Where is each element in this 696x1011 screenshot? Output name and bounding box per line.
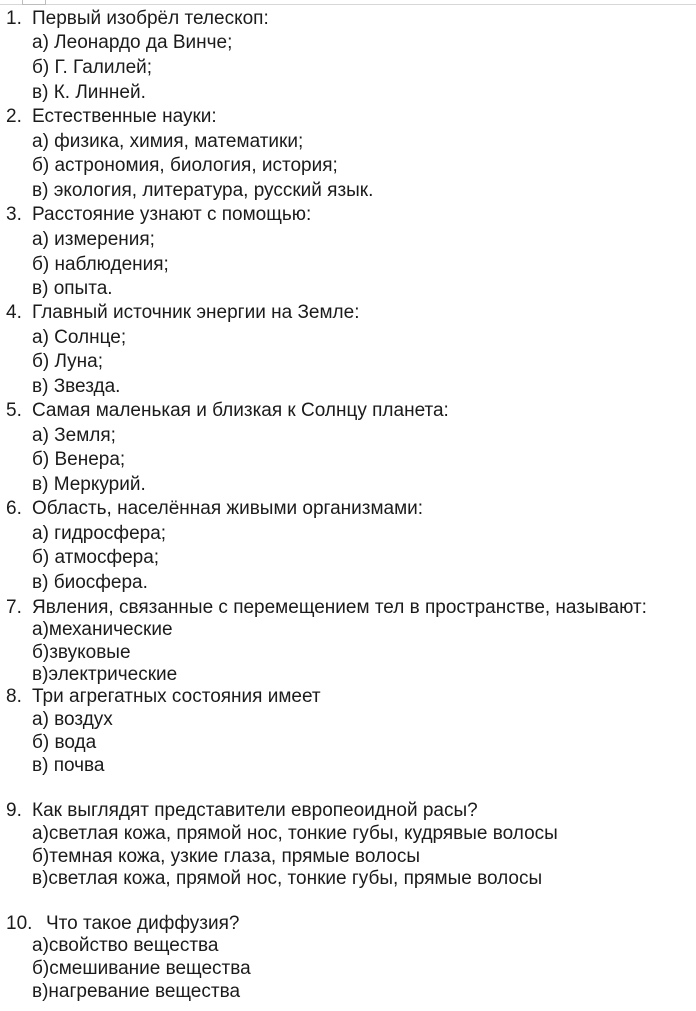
question-number: 2. <box>6 106 22 127</box>
answer-option: б)темная кожа, узкие глаза, прямые волосы <box>32 846 420 867</box>
answer-option: а)механические <box>32 619 173 640</box>
answer-option: в) Звезда. <box>32 376 121 397</box>
answer-option: б)смешивание вещества <box>32 958 251 979</box>
answer-option: б) наблюдения; <box>32 254 169 275</box>
answer-option: а) измерения; <box>32 229 155 250</box>
answer-option: б) астрономия, биология, история; <box>32 155 338 176</box>
answer-option: в)электрические <box>32 664 178 685</box>
question-number: 5. <box>6 400 22 421</box>
question-number: 6. <box>6 498 22 519</box>
answer-option: б) Венера; <box>32 449 126 470</box>
question-number: 3. <box>6 204 22 225</box>
question-text: Первый изобрёл телескоп: <box>32 8 269 29</box>
question-text: Главный источник энергии на Земле: <box>32 302 360 323</box>
answer-option: а) гидросфера; <box>32 523 167 544</box>
answer-option: а)светлая кожа, прямой нос, тонкие губы, кудрявые волосы <box>32 823 558 844</box>
question-number: 9. <box>6 800 22 821</box>
top-ruler-marker <box>22 0 46 5</box>
question-text: Расстояние узнают с помощью: <box>32 204 312 225</box>
answer-option: а) Леонардо да Винче; <box>32 32 233 53</box>
question-number: 4. <box>6 302 22 323</box>
answer-option: а) физика, химия, математики; <box>32 131 304 152</box>
answer-option: а) воздух <box>32 709 113 730</box>
question-text: Что такое диффузия? <box>46 913 240 934</box>
question-text: Самая маленькая и близкая к Солнцу планета: <box>32 400 449 421</box>
question-number: 1. <box>6 8 22 29</box>
answer-option: в) Меркурий. <box>32 474 146 495</box>
question-text: Явления, связанные с перемещением тел в пространстве, называют: <box>32 597 647 618</box>
question-text: Естественные науки: <box>32 106 217 127</box>
question-text: Три агрегатных состояния имеет <box>32 686 321 707</box>
answer-option: б)звуковые <box>32 642 131 663</box>
answer-option: а) Земля; <box>32 425 116 446</box>
answer-option: б) вода <box>32 732 97 753</box>
answer-option: в) биосфера. <box>32 572 148 593</box>
answer-option: в) опыта. <box>32 278 113 299</box>
question-text: Область, населённая живыми организмами: <box>32 498 424 519</box>
answer-option: в)светлая кожа, прямой нос, тонкие губы, прямые волосы <box>32 868 543 889</box>
answer-option: б) Г. Галилей; <box>32 57 153 78</box>
answer-option: б) Луна; <box>32 351 104 372</box>
answer-option: в) почва <box>32 755 105 776</box>
answer-option: в) К. Линней. <box>32 82 146 103</box>
question-text: Как выглядят представители европеоидной расы? <box>32 800 478 821</box>
answer-option: в)нагревание вещества <box>32 981 241 1002</box>
answer-option: а)свойство вещества <box>32 935 219 956</box>
top-ruler-line <box>0 0 696 5</box>
answer-option: а) Солнце; <box>32 327 127 348</box>
answer-option: в) экология, литература, русский язык. <box>32 180 374 201</box>
answer-option: б) атмосфера; <box>32 547 160 568</box>
question-number: 10. <box>6 913 33 934</box>
question-number: 8. <box>6 686 22 707</box>
question-number: 7. <box>6 597 22 618</box>
